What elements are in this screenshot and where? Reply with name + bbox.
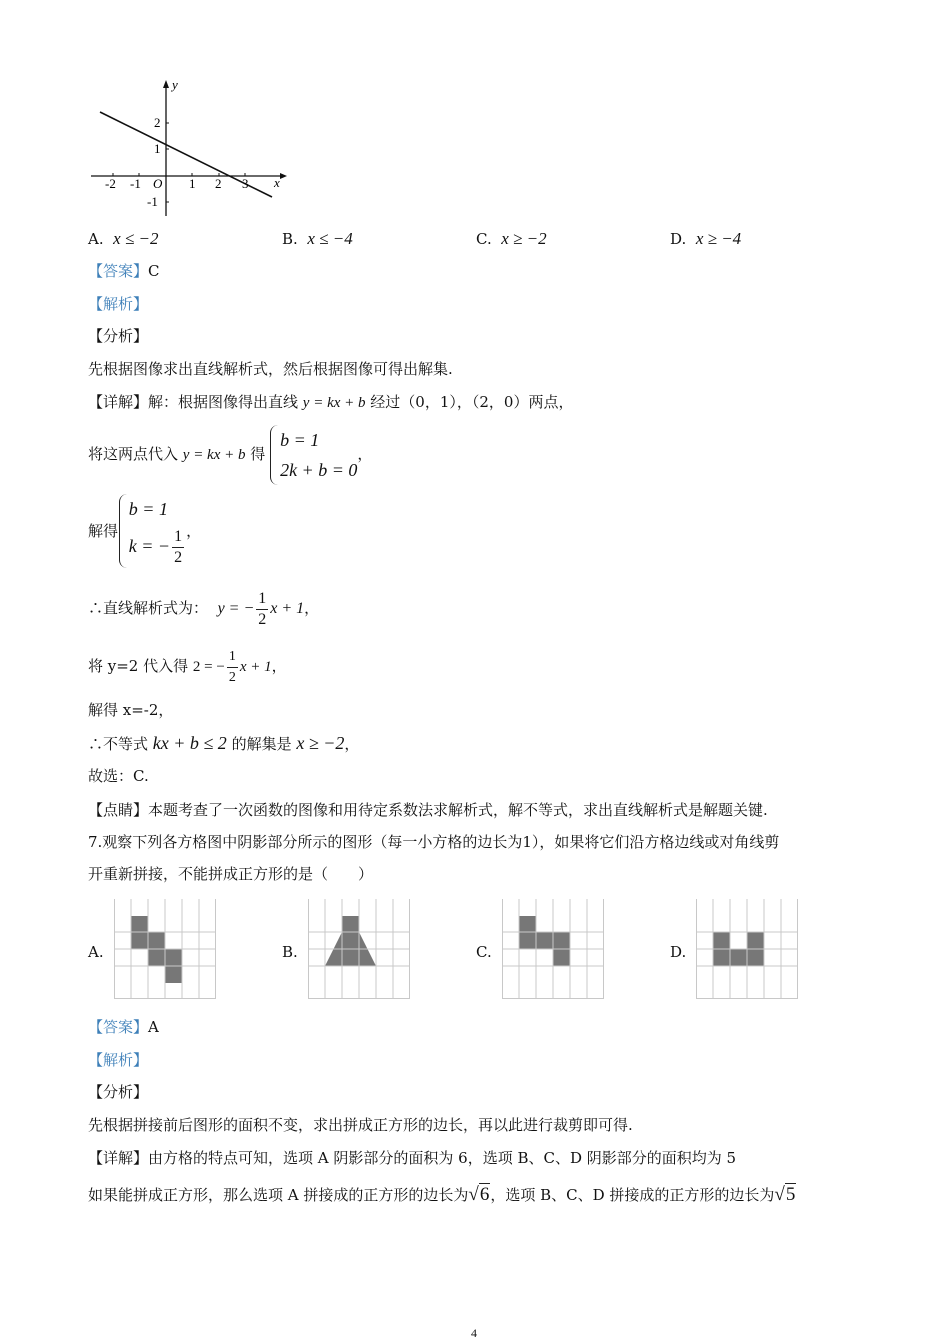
equation: x ≥ −2 <box>296 733 345 753</box>
xiangjie-tag: 【详解】 <box>88 1149 149 1167</box>
radicand: 5 <box>785 1184 796 1205</box>
denominator: 2 <box>174 549 183 567</box>
equation: y = − <box>217 600 255 617</box>
answer-tag: 【答案】 <box>88 1018 149 1036</box>
text: ， <box>344 735 360 753</box>
equation: x + 1 <box>270 600 305 617</box>
brace-icon <box>270 425 279 485</box>
text: 将 y=2 代入得 <box>88 657 189 675</box>
text: ， <box>271 657 287 675</box>
text: 经过（0，1），（2，0）两点， <box>365 393 574 411</box>
option-letter: A. <box>88 230 104 248</box>
equation: 2 = − <box>192 659 225 675</box>
x-tick-label: 3 <box>242 176 249 191</box>
q6-inequality-solution <box>88 733 359 754</box>
dianjing-tag: 【点睛】 <box>88 801 149 819</box>
text: 解得 <box>88 522 119 541</box>
q7-option-a-label: A. <box>88 943 104 961</box>
system-row: b = 1 <box>128 499 168 519</box>
sqrt-6: √6 <box>468 1184 490 1205</box>
numerator: 1 <box>256 589 268 610</box>
y-tick-label: 2 <box>154 115 161 130</box>
origin-label: O <box>153 176 163 191</box>
q6-choose: 故选：C. <box>88 767 149 785</box>
text: 由方格的特点可知，选项 A 阴影部分的面积为 6，选项 B、C、D 阴影部分的面积均为 5 <box>148 1149 737 1167</box>
q6-substitute-y2 <box>88 644 287 689</box>
q6-jiexi-tag: 【解析】 <box>88 295 149 313</box>
q7-option-b-label: B. <box>282 943 298 961</box>
answer-value: A <box>148 1018 159 1036</box>
numerator: 1 <box>172 527 184 548</box>
text: ，选项 B、C、D 拼接成的正方形的边长为 <box>490 1186 775 1204</box>
option-letter: C. <box>476 230 492 248</box>
q7-last-line <box>88 1182 796 1208</box>
text: 的解集是 <box>226 735 297 753</box>
y-tick-label: 1 <box>154 141 161 156</box>
equation: kx + b ≤ 2 <box>152 733 227 753</box>
q6-fenxi-tag: 【分析】 <box>88 327 149 345</box>
text: 将这两点代入 <box>88 445 183 463</box>
equation-system <box>270 425 357 485</box>
denominator: 2 <box>258 610 267 628</box>
xiangjie-tag: 【详解】 <box>88 393 149 411</box>
equation: x + 1 <box>239 659 272 675</box>
x-tick-label: 1 <box>189 176 196 191</box>
answer-tag: 【答案】 <box>88 262 149 280</box>
brace-icon <box>119 494 128 568</box>
q7-answer <box>88 1017 159 1037</box>
fraction <box>256 589 268 630</box>
q6-solve-line <box>88 494 201 570</box>
equation-system <box>119 494 186 568</box>
text: 如果能拼成正方形，那么选项 A 拼接成的正方形的边长为 <box>88 1186 469 1204</box>
q6-option-d <box>670 229 741 249</box>
text: ， <box>304 599 320 617</box>
q6-option-b <box>282 229 353 249</box>
q7-grid-c <box>502 899 604 999</box>
q7-jiexi-tag: 【解析】 <box>88 1051 149 1069</box>
text: 本题考查了一次函数的图像和用待定系数法求解析式，解不等式，求出直线解析式是解题关键. <box>148 801 768 819</box>
option-expr: x ≤ −2 <box>113 229 159 248</box>
equation: y = kx + b <box>182 447 246 463</box>
q7-stem-line2: 开重新拼接，不能拼成正方形的是（ ） <box>88 865 374 883</box>
y-tick-label: -1 <box>147 194 158 209</box>
answer-value: C <box>148 262 160 280</box>
q6-dianjing <box>88 800 768 820</box>
q6-result-x: 解得 x=-2， <box>88 701 174 719</box>
q7-grid-a <box>114 899 216 999</box>
q7-fenxi-text: 先根据拼接前后图形的面积不变，求出拼成正方形的边长，再以此进行裁剪即可得. <box>88 1116 633 1134</box>
x-tick-label: -1 <box>130 176 141 191</box>
q7-fenxi-tag: 【分析】 <box>88 1083 149 1101</box>
q6-answer <box>88 261 160 281</box>
text: 解：根据图像得出直线 <box>148 393 303 411</box>
q6-fenxi-text: 先根据图像求出直线解析式，然后根据图像可得出解集. <box>88 360 453 378</box>
system-row: b = 1 <box>280 430 320 450</box>
q7-stem-line1: 7.观察下列各方格图中阴影部分所示的图形（每一小方格的边长为1），如果将它们沿方格边线或对角线剪 <box>88 833 780 851</box>
x-axis-label: x <box>274 175 280 190</box>
text: ， <box>357 445 373 463</box>
q6-option-a <box>88 229 159 249</box>
equation: k = − <box>128 536 171 556</box>
x-tick-label: 2 <box>215 176 222 191</box>
q6-xiangjie-p1 <box>88 392 573 413</box>
q7-xiangjie <box>88 1148 736 1168</box>
q6-line-equation <box>88 586 319 631</box>
option-expr: x ≥ −2 <box>501 229 547 248</box>
denominator: 2 <box>228 669 236 685</box>
q6-substitute-line <box>88 424 372 484</box>
linear-function-graph <box>88 76 288 218</box>
y-axis-label: y <box>172 77 178 92</box>
option-letter: D. <box>670 230 687 248</box>
option-letter: B. <box>282 230 298 248</box>
system-row: 2k + b = 0 <box>280 460 358 480</box>
q6-option-c <box>476 229 547 249</box>
option-expr: x ≥ −4 <box>695 229 742 248</box>
page-number: 4 <box>471 1326 477 1340</box>
q7-option-d-label: D. <box>670 943 687 961</box>
x-tick-label: -2 <box>105 176 116 191</box>
numerator: 1 <box>227 647 238 668</box>
option-expr: x ≤ −4 <box>307 229 353 248</box>
system-row <box>129 524 186 568</box>
fraction <box>172 527 184 568</box>
text: ∴直线解析式为： <box>88 599 209 617</box>
text: ∴不等式 <box>88 735 153 753</box>
equation: y = kx + b <box>302 395 366 411</box>
fraction <box>227 647 238 688</box>
q7-grid-b <box>308 899 410 999</box>
text: 得 <box>245 445 266 463</box>
q7-option-c-label: C. <box>476 943 492 961</box>
sqrt-5: √5 <box>774 1184 796 1205</box>
q7-grid-d <box>696 899 798 999</box>
radicand: 6 <box>479 1184 490 1205</box>
text: ， <box>186 522 202 541</box>
